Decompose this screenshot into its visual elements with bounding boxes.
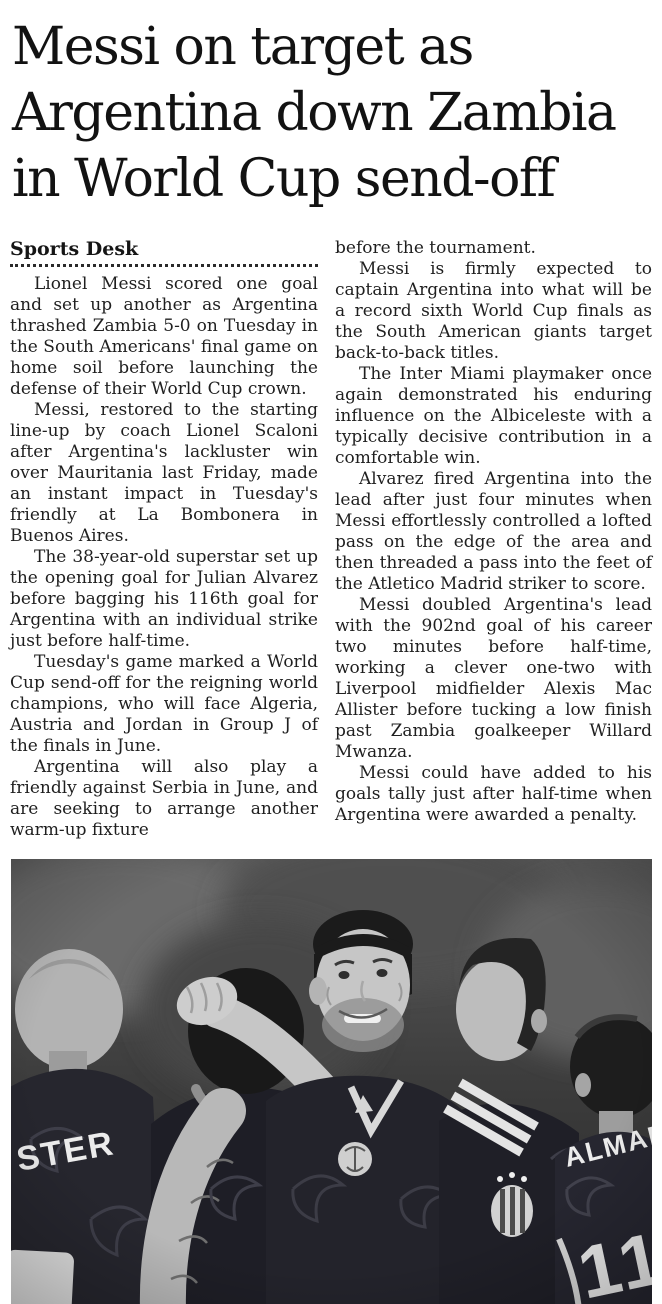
headline (0, 0, 662, 212)
photo-vignette (11, 859, 652, 1304)
paragraph: Messi doubled Argentina's lead with the 902nd goal of his career two minutes before half-time, working a clever one-two with Liverpool midfielder Alexis Mac Allister before tucking a low finish past Zambia goalkeeper Willard Mwanza. (335, 595, 652, 762)
headline-line: Messi on target as (12, 17, 473, 77)
paragraph: Alvarez fired Argentina into the lead after just four minutes when Messi effortlessly controlled a lofted pass on the edge of the area and then threaded a pass into the feet of the Atletico Madrid striker to score. (335, 469, 652, 594)
paragraph: Lionel Messi scored one goal and set up another as Argentina thrashed Zambia 5-0 on Tuesday in the South Americans' final game on home soil before launching the defense of their World Cup crown. (10, 274, 318, 399)
paragraph: Messi, restored to the starting line-up by coach Lionel Scaloni after Argentina's lackluster win over Mauritania last Friday, made an instant impact in Tuesday's friendly at La Bombonera in Buenos Aires. (10, 400, 318, 546)
byline (10, 238, 318, 267)
headline-line: in World Cup send-off (12, 149, 555, 209)
article-body (10, 238, 652, 841)
paragraph: The 38-year-old superstar set up the opening goal for Julian Alvarez before bagging his 116th goal for Argentina with an individual strike just before half-time. (10, 547, 318, 651)
photo-canvas (11, 859, 652, 1304)
paragraph: Messi is firmly expected to captain Argentina into what will be a record sixth World Cup finals as the South American giants target back-to-back titles. (335, 259, 652, 363)
column-left (10, 238, 318, 841)
byline-dotted-rule (10, 264, 318, 267)
paragraph: Messi could have added to his goals tally just after half-time when Argentina were awarded a penalty. (335, 763, 652, 825)
column-right (335, 238, 652, 826)
paragraph: Tuesday's game marked a World Cup send-off for the reigning world champions, who will face Algeria, Austria and Jordan in Group J of the finals in June. (10, 652, 318, 756)
byline-label: Sports Desk (10, 238, 139, 260)
paragraph-continuation: before the tournament. (335, 238, 536, 258)
headline-line: Argentina down Zambia (12, 83, 616, 143)
paragraph: Argentina will also play a friendly against Serbia in June, and are seeking to arrange another warm-up fixture (10, 757, 318, 840)
paragraph: The Inter Miami playmaker once again demonstrated his enduring influence on the Albiceleste with a typically decisive contribution in a comfortable win. (335, 364, 652, 468)
article-photo (11, 859, 652, 1304)
